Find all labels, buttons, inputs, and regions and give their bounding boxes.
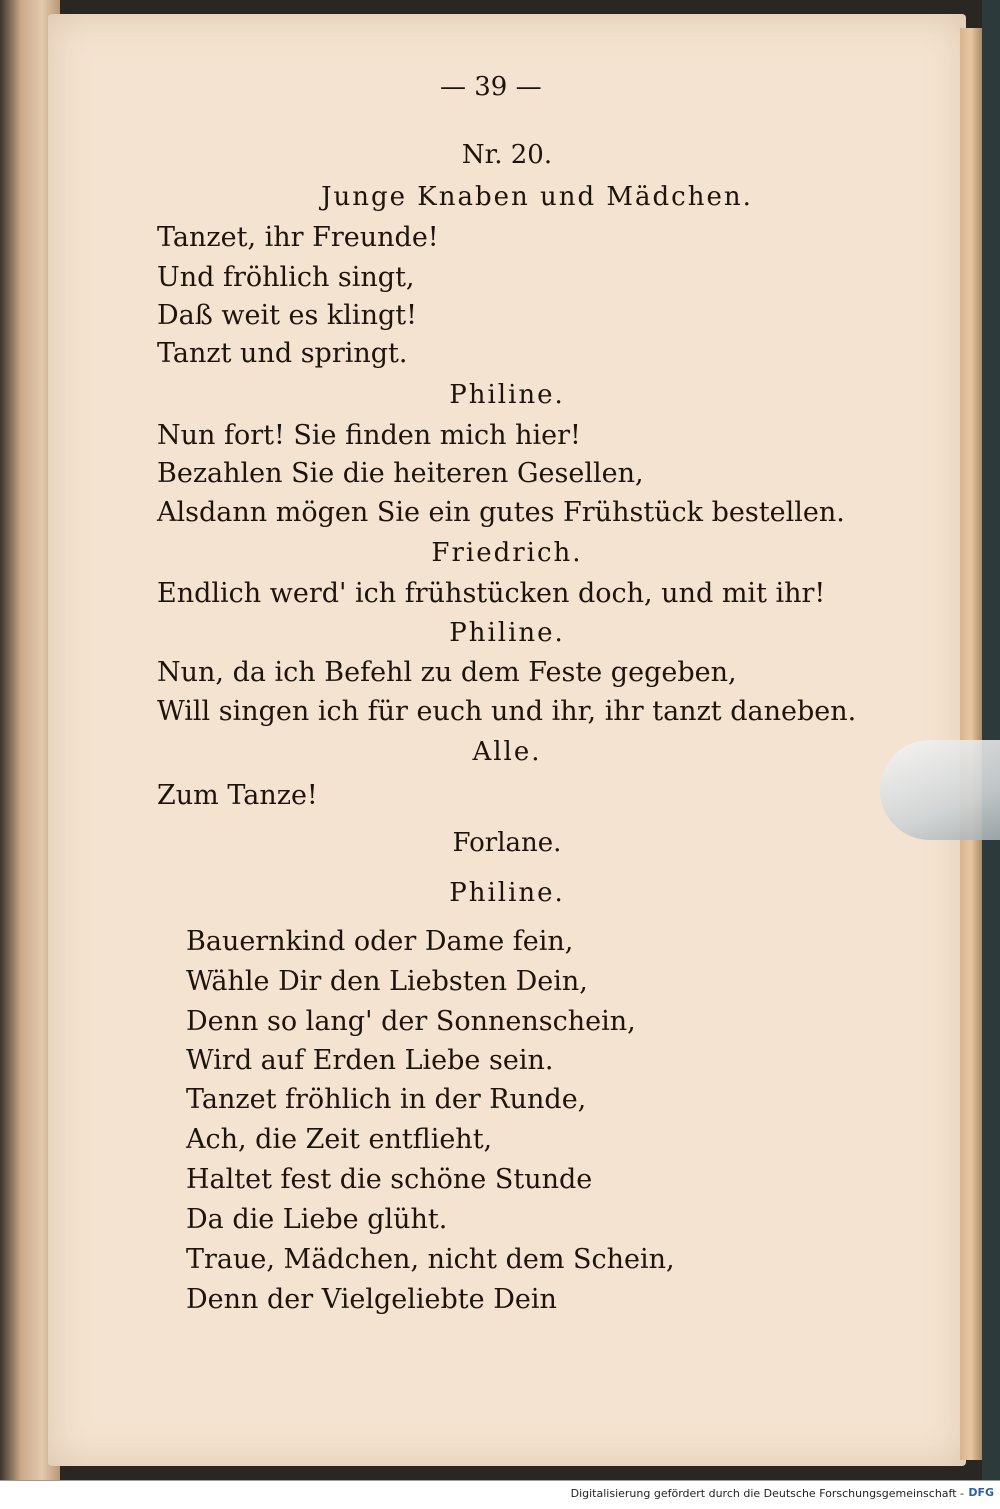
alle-line: Zum Tanze! [157, 780, 318, 811]
footer-bar [0, 1480, 1000, 1509]
number-heading: Nr. 20. [461, 140, 553, 170]
philine-line: Will singen ich für euch und ihr, ihr tanzt daneben. [157, 696, 857, 727]
dfg-logo: DFG [968, 1486, 994, 1499]
speaker-philine: Philine. [449, 878, 565, 908]
speaker-philine: Philine. [449, 618, 565, 648]
philine-line: Alsdann mögen Sie ein gutes Frühstück bestellen. [157, 497, 845, 528]
verse-line: Haltet fest die schöne Stunde [186, 1164, 593, 1195]
verse-line: Da die Liebe glüht. [186, 1204, 448, 1235]
chorus-line: Daß weit es klingt! [157, 300, 417, 331]
chorus-line: Und fröhlich singt, [157, 262, 415, 293]
verse-line: Denn so lang' der Sonnenschein, [186, 1006, 636, 1037]
page-clip [880, 740, 1000, 840]
chorus-heading: Junge Knaben und Mädchen. [321, 182, 753, 212]
speaker-philine: Philine. [449, 380, 565, 410]
verse-line: Traue, Mädchen, nicht dem Schein, [186, 1244, 675, 1275]
chorus-line: Tanzet, ihr Freunde! [157, 222, 439, 253]
philine-line: Bezahlen Sie die heiteren Gesellen, [157, 458, 644, 489]
dance-title: Forlane. [452, 828, 562, 858]
verse-line: Bauernkind oder Dame fein, [186, 926, 574, 957]
verse-line: Wird auf Erden Liebe sein. [186, 1045, 554, 1076]
verse-line: Wähle Dir den Liebsten Dein, [186, 966, 588, 997]
footer-credit: Digitalisierung gefördert durch die Deutsche Forschungsgemeinschaft - [570, 1487, 964, 1500]
philine-line: Nun fort! Sie finden mich hier! [157, 420, 581, 451]
friedrich-line: Endlich werd' ich frühstücken doch, und mit ihr! [157, 578, 826, 609]
verse-line: Tanzet fröhlich in der Runde, [186, 1084, 587, 1115]
speaker-friedrich: Friedrich. [431, 538, 583, 568]
philine-line: Nun, da ich Befehl zu dem Feste gegeben, [157, 657, 737, 688]
chorus-line: Tanzt und springt. [157, 338, 408, 369]
speaker-alle: Alle. [472, 737, 542, 767]
page-number: — 39 — [440, 72, 542, 102]
verse-line: Ach, die Zeit entflieht, [186, 1124, 493, 1155]
verse-line: Denn der Vielgeliebte Dein [186, 1284, 557, 1315]
